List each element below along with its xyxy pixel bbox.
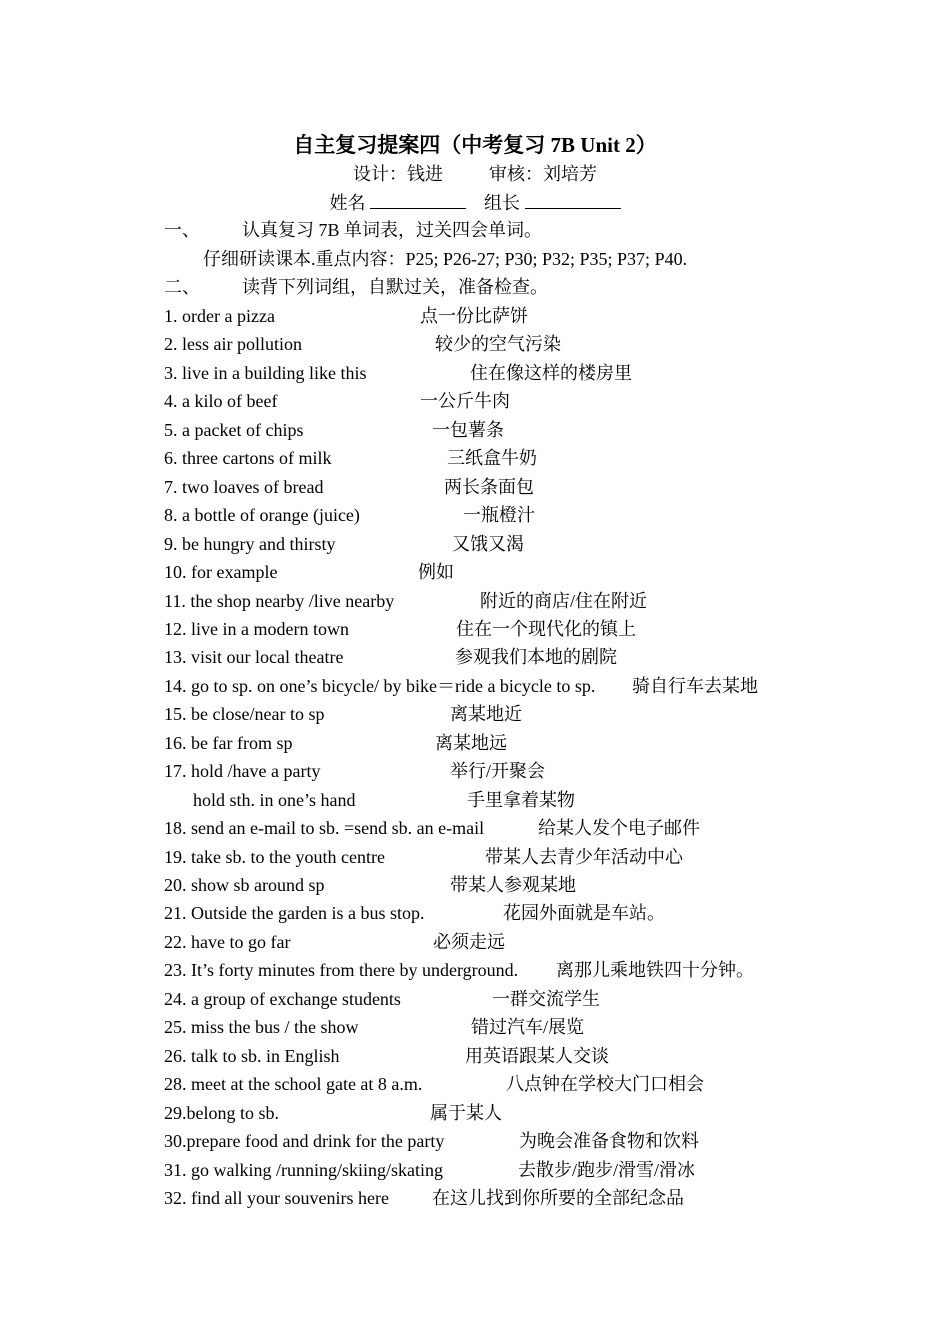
phrase-english: 17. hold /have a party <box>164 761 321 782</box>
phrase-row <box>164 617 864 641</box>
phrase-english: 26. talk to sb. in English <box>164 1045 340 1066</box>
phrase-row <box>164 361 864 385</box>
phrase-chinese: 骑自行车去某地 <box>632 675 758 696</box>
phrase-chinese: 用英语跟某人交谈 <box>465 1045 609 1066</box>
phrase-chinese: 离某地远 <box>435 732 507 753</box>
phrase-english: 14. go to sp. on one’s bicycle/ by bike＝ride a bicycle to sp. <box>164 675 596 696</box>
phrase-english: 24. a group of exchange students <box>164 988 401 1009</box>
phrase-row <box>164 901 864 925</box>
phrase-chinese: 一公斤牛肉 <box>420 391 510 412</box>
phrase-english: 29.belong to sb. <box>164 1102 279 1123</box>
phrase-row <box>164 759 864 783</box>
phrase-english: 2. less air pollution <box>164 334 302 355</box>
phrase-english: 13. visit our local theatre <box>164 647 344 668</box>
section-2-heading <box>164 275 548 299</box>
phrase-row <box>164 816 864 840</box>
phrase-english: 28. meet at the school gate at 8 a.m. <box>164 1074 423 1095</box>
phrase-english: 1. order a pizza <box>164 306 275 326</box>
name-blank <box>370 190 466 209</box>
phrase-chinese: 在这儿找到你所要的全部纪念品 <box>432 1187 684 1208</box>
phrase-row <box>164 788 864 812</box>
phrase-english: 31. go walking /running/skiing/skating <box>164 1159 443 1180</box>
phrase-chinese: 离某地近 <box>450 704 522 725</box>
phrase-chinese: 为晚会准备食物和饮料 <box>519 1131 699 1151</box>
phrase-chinese: 带某人去青少年活动中心 <box>485 846 683 867</box>
phrase-chinese: 离那儿乘地铁四十分钟。 <box>556 960 754 981</box>
phrase-row <box>164 589 864 613</box>
name-row <box>0 190 950 215</box>
designer-label: 设计：钱进 <box>353 164 443 184</box>
phrase-english: 16. be far from sp <box>164 732 293 753</box>
phrase-row <box>164 731 864 755</box>
phrase-row <box>164 958 864 982</box>
phrase-row <box>164 645 864 669</box>
phrase-chinese: 住在一个现代化的镇上 <box>456 619 636 639</box>
phrase-row <box>164 1101 864 1125</box>
phrase-english: 10. for example <box>164 562 278 582</box>
leader-blank <box>525 190 621 209</box>
phrase-row <box>164 873 864 897</box>
phrase-chinese: 一瓶橙汁 <box>463 505 535 526</box>
phrase-row <box>164 304 864 328</box>
phrase-chinese: 去散步/跑步/滑雪/滑冰 <box>518 1159 696 1180</box>
phrase-chinese: 点一份比萨饼 <box>420 306 528 326</box>
phrase-english: 20. show sb around sp <box>164 875 325 895</box>
phrase-row <box>164 930 864 954</box>
phrase-row <box>164 1158 864 1182</box>
phrase-row <box>164 1015 864 1039</box>
section-1-number: 一、 <box>164 220 200 240</box>
phrase-row <box>164 418 864 442</box>
phrase-chinese: 必须走远 <box>433 931 505 952</box>
reviewer-label: 审核：刘培芳 <box>489 164 597 184</box>
phrase-chinese: 带某人参观某地 <box>450 875 576 895</box>
phrase-english: 12. live in a modern town <box>164 619 349 639</box>
phrase-english: 3. live in a building like this <box>164 362 367 383</box>
phrase-row <box>164 987 864 1011</box>
phrase-english: 11. the shop nearby /live nearby <box>164 590 395 611</box>
phrase-row <box>164 503 864 527</box>
phrase-row <box>164 332 864 356</box>
phrase-english: 15. be close/near to sp <box>164 704 325 725</box>
section-1-text: 认真复习 7B 单词表，过关四会单词。 <box>242 220 543 240</box>
phrase-chinese: 花园外面就是车站。 <box>503 903 665 924</box>
page-title: 自主复习提案四（中考复习 7B Unit 2） <box>293 133 657 157</box>
phrase-chinese: 错过汽车/展览 <box>471 1017 585 1038</box>
phrase-english: 6. three cartons of milk <box>164 448 332 469</box>
phrase-chinese: 例如 <box>418 562 454 582</box>
phrase-english: 9. be hungry and thirsty <box>164 533 336 554</box>
phrase-row <box>164 389 864 413</box>
author-line <box>0 162 950 186</box>
phrase-english: 7. two loaves of bread <box>164 476 324 497</box>
phrase-english: 25. miss the bus / the show <box>164 1017 359 1038</box>
phrase-english: hold sth. in one’s hand <box>193 789 356 810</box>
phrase-english: 32. find all your souvenirs here <box>164 1187 389 1208</box>
phrase-row <box>164 702 864 726</box>
name-label: 姓名 <box>329 193 366 213</box>
section-2-text: 读背下列词组，自默过关，准备检查。 <box>242 277 548 297</box>
phrase-english: 18. send an e-mail to sb. =send sb. an e-mail <box>164 818 485 839</box>
phrase-row <box>164 560 864 584</box>
phrase-english: 30.prepare food and drink for the party <box>164 1131 445 1151</box>
phrase-row <box>164 1072 864 1096</box>
section-2-number: 二、 <box>164 277 200 297</box>
phrase-row <box>164 1186 864 1210</box>
phrase-english: 21. Outside the garden is a bus stop. <box>164 903 425 924</box>
phrase-chinese: 给某人发个电子邮件 <box>538 818 700 839</box>
phrase-row <box>164 475 864 499</box>
phrase-english: 8. a bottle of orange (juice) <box>164 505 360 526</box>
phrase-chinese: 一包薯条 <box>432 419 504 440</box>
phrase-chinese: 附近的商店/住在附近 <box>480 590 648 611</box>
phrase-row <box>164 845 864 869</box>
phrase-chinese: 两长条面包 <box>444 476 534 497</box>
phrase-english: 5. a packet of chips <box>164 419 304 440</box>
phrase-chinese: 较少的空气污染 <box>435 334 561 355</box>
phrase-chinese: 参观我们本地的剧院 <box>455 647 617 668</box>
phrase-row <box>164 446 864 470</box>
phrase-english: 22. have to go far <box>164 931 291 952</box>
phrase-row <box>164 674 864 698</box>
phrase-english: 4. a kilo of beef <box>164 391 278 412</box>
leader-label: 组长 <box>484 193 520 213</box>
phrase-row <box>164 1044 864 1068</box>
section-1-detail: 仔细研读课本.重点内容：P25; P26-27; P30; P32; P35; P37; P40. <box>203 249 688 269</box>
phrase-chinese: 又饿又渴 <box>452 533 524 554</box>
phrase-chinese: 属于某人 <box>430 1102 502 1123</box>
phrase-chinese: 住在像这样的楼房里 <box>470 362 632 383</box>
phrase-chinese: 一群交流学生 <box>492 988 600 1009</box>
phrase-row <box>164 1129 864 1153</box>
phrase-row <box>164 532 864 556</box>
phrase-chinese: 三纸盒牛奶 <box>447 448 537 469</box>
section-1-heading <box>164 218 542 242</box>
phrase-chinese: 八点钟在学校大门口相会 <box>506 1074 704 1095</box>
phrase-english: 19. take sb. to the youth centre <box>164 846 385 867</box>
phrase-chinese: 手里拿着某物 <box>467 789 575 810</box>
phrase-chinese: 举行/开聚会 <box>450 761 546 782</box>
phrase-english: 23. It’s forty minutes from there by underground. <box>164 960 519 981</box>
